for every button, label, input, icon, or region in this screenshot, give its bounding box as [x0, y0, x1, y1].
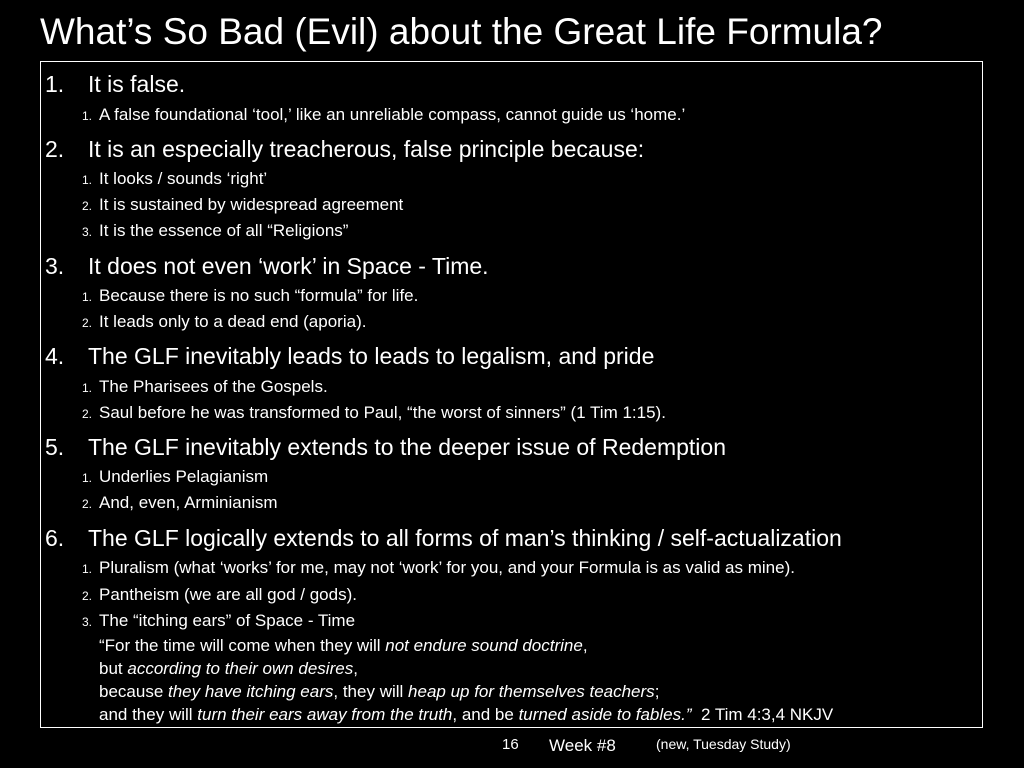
sub-text: It is the essence of all “Religions” — [99, 221, 349, 240]
study-note: (new, Tuesday Study) — [656, 736, 791, 752]
point-3-sub-2 — [82, 311, 366, 334]
point-text: It does not even ‘work’ in Space - Time. — [88, 253, 489, 279]
point-text: The GLF inevitably extends to the deeper issue of Redemption — [88, 434, 726, 460]
sub-number: 3. — [82, 225, 93, 239]
point-number: 6. — [45, 525, 65, 551]
quote-text: ; — [654, 682, 660, 701]
quote-line-1 — [99, 634, 833, 657]
point-5-sub-1 — [82, 466, 268, 489]
sub-text: Pluralism (what ‘works’ for me, may not ‘work’ for you, and your Formula is as valid as mine). — [99, 558, 795, 577]
quote-emphasis: turn their ears away from the truth — [197, 705, 453, 724]
point-number: 4. — [45, 343, 65, 369]
quote-line-3 — [99, 680, 833, 703]
quote-text: because — [99, 682, 168, 701]
quote-emphasis: not endure sound doctrine — [385, 636, 583, 655]
quote-text: but — [99, 659, 128, 678]
week-label: Week #8 — [549, 736, 616, 755]
point-3 — [45, 252, 489, 280]
quote-text: , and be — [452, 705, 519, 724]
sub-number: 1. — [82, 471, 93, 485]
point-number: 2. — [45, 136, 65, 162]
scripture-quote — [99, 634, 833, 726]
quote-text: , — [353, 659, 358, 678]
quote-emphasis: turned aside to fables.” — [518, 705, 692, 724]
point-5 — [45, 433, 726, 461]
slide-title: What’s So Bad (Evil) about the Great Life Formula? — [40, 11, 883, 52]
sub-text: The “itching ears” of Space - Time — [99, 611, 356, 630]
sub-text: A false foundational ‘tool,’ like an unreliable compass, cannot guide us ‘home.’ — [99, 105, 686, 124]
sub-number: 2. — [82, 497, 93, 511]
sub-number: 2. — [82, 589, 93, 603]
point-2-sub-1 — [82, 168, 267, 191]
point-1 — [45, 70, 185, 98]
quote-line-2 — [99, 657, 833, 680]
sub-number: 2. — [82, 407, 93, 421]
point-4-sub-1 — [82, 376, 328, 399]
sub-text: Underlies Pelagianism — [99, 467, 269, 486]
quote-emphasis: according to their own desires — [127, 659, 354, 678]
sub-number: 3. — [82, 615, 93, 629]
quote-text: and they will — [99, 705, 198, 724]
sub-number: 1. — [82, 290, 93, 304]
sub-text: Because there is no such “formula” for life. — [99, 286, 419, 305]
sub-text: Saul before he was transformed to Paul, “the worst of sinners” (1 Tim 1:15). — [99, 403, 666, 422]
sub-text: The Pharisees of the Gospels. — [99, 377, 328, 396]
point-6-sub-3 — [82, 610, 355, 633]
quote-text: , — [582, 636, 588, 655]
quote-emphasis: they have itching ears — [168, 682, 334, 701]
sub-number: 2. — [82, 316, 93, 330]
point-2 — [45, 135, 644, 163]
sub-number: 1. — [82, 173, 93, 187]
quote-line-4 — [99, 703, 833, 726]
point-5-sub-2 — [82, 492, 278, 515]
point-3-sub-1 — [82, 285, 418, 308]
quote-text: “For the time will come when they will — [99, 636, 386, 655]
point-4 — [45, 342, 654, 370]
sub-text: And, even, Arminianism — [99, 493, 278, 512]
sub-text: It is sustained by widespread agreement — [99, 195, 404, 214]
point-number: 1. — [45, 71, 65, 97]
quote-reference: 2 Tim 4:3,4 NKJV — [691, 705, 834, 724]
sub-text: It leads only to a dead end (aporia). — [99, 312, 367, 331]
point-2-sub-3 — [82, 220, 348, 243]
point-text: It is false. — [88, 71, 186, 97]
sub-number: 1. — [82, 381, 93, 395]
point-6-sub-1 — [82, 557, 795, 580]
point-number: 5. — [45, 434, 65, 460]
point-6 — [45, 524, 842, 552]
sub-number: 1. — [82, 109, 93, 123]
sub-text: Pantheism (we are all god / gods). — [99, 585, 357, 604]
point-6-sub-2 — [82, 584, 357, 607]
point-2-sub-2 — [82, 194, 403, 217]
point-text: The GLF logically extends to all forms of man’s thinking / self-actualization — [88, 525, 842, 551]
point-1-sub-1 — [82, 104, 685, 127]
quote-text: , they will — [333, 682, 409, 701]
page-number: 16 — [502, 736, 519, 753]
point-text: The GLF inevitably leads to leads to legalism, and pride — [88, 343, 655, 369]
sub-text: It looks / sounds ‘right’ — [99, 169, 268, 188]
point-text: It is an especially treacherous, false principle because: — [88, 136, 645, 162]
sub-number: 1. — [82, 562, 93, 576]
point-number: 3. — [45, 253, 65, 279]
quote-emphasis: heap up for themselves teachers — [408, 682, 655, 701]
sub-number: 2. — [82, 199, 93, 213]
point-4-sub-2 — [82, 402, 666, 425]
